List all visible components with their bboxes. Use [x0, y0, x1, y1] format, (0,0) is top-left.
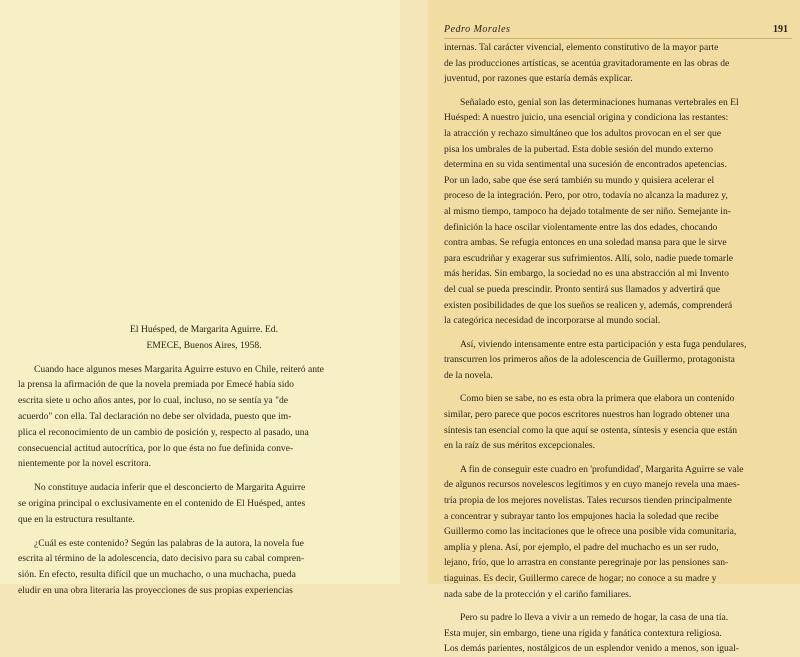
text-line: tiaguinas. Es decir, Guillermo carece de hogar; no conoce a su madre y	[444, 573, 717, 584]
left-page	[0, 0, 400, 596]
citation-line: EMECE, Buenos Aires, 1958.	[146, 339, 262, 351]
text-line: determina en su vida sentimental una sucesión de encontrados apetencias.	[444, 159, 727, 171]
page-number: 191	[773, 24, 788, 35]
text-line: del cual se pueda prescindir. Pronto sentirá sus llamados y advertirá que	[444, 283, 721, 295]
text-line: a concentrar y subrayar tanto los empujones hacia la soledad que recibe	[444, 510, 719, 522]
text-line: No constituye audacia inferir que el desconcierto de Margarita Aguirre	[34, 482, 306, 494]
text-line: de algunos recursos novelescos legítimos y en cuyo manejo revela una maes-	[444, 479, 740, 491]
text-line: Guillermo como las incitaciones que le ofrece una posible vida comunitaria,	[444, 526, 737, 538]
text-line: definición la hace oscilar violentamente entre las dos edades, chocando	[444, 221, 718, 233]
text-line: para escudriñar y exagerar sus sufrimientos. Allí, solo, nadie puede tomarle	[444, 252, 734, 264]
text-line: Así, viviendo intensamente entre esta participación y esta fuga pendulares,	[460, 338, 747, 350]
text-line: la categórica necesidad de incorporarse al mundo social.	[444, 315, 661, 327]
text-line: Esta mujer, sin embargo, tiene una rígida y fanática contextura religiosa.	[444, 627, 722, 639]
text-line: Cuando hace algunos meses Margarita Aguirre estuvo en Chile, reiteró ante	[34, 363, 324, 375]
text-line: similar, pero parece que pocos escritores nuestros han logrado obtener una	[444, 409, 730, 421]
text-line: escrita siete u ocho años antes, por lo cual, incluso, no se sentía ya "de	[18, 395, 289, 407]
text-line: Señalado esto, genial son las determinaciones humanas vertebrales en El	[460, 96, 739, 108]
text-line: Pero su padre lo lleva a vivir a un remedo de hogar, la casa de una tía.	[460, 612, 729, 624]
text-line: Como bien se sabe, no es esta obra la primera que elabora un contenido	[460, 393, 735, 405]
text-line: consecuencial actitud autocrítica, por lo que ésta no fue definida conve-	[18, 442, 294, 454]
text-line: internas. Tal carácter vivencial, elemento constitutivo de la mayor parte	[444, 42, 719, 53]
text-line: Huésped: A nuestro juicio, una esencial origina y condiciona las restantes:	[444, 112, 729, 124]
text-line: escrita al término de la adolescencia, dato decisivo para su cabal compren-	[18, 553, 305, 565]
text-line: la atracción y rechazo simultáneo que los adultos provocan en el ser que	[444, 127, 722, 139]
text-line: nientemente por la novel escritora.	[18, 458, 151, 470]
text-line: eludir en una obra literaria las proyecciones de sus propias experiencias	[18, 584, 293, 596]
right-page	[428, 0, 800, 655]
text-line: en la raíz de sus méritos excepcionales.	[444, 440, 596, 452]
text-line: juventud, por razones que estaría demás explicar.	[444, 73, 633, 85]
text-line: tría propia de los mejores novelistas. Tales recursos tienden principalmente	[444, 495, 732, 507]
text-line: Los demás parientes, nostálgicos de un esplendor venido a menos, son igual-	[444, 643, 739, 655]
header-rule	[444, 38, 792, 39]
citation-line: El Huésped, de Margarita Aguirre. Ed.	[130, 324, 278, 335]
text-line: contra ambas. Se refugia entonces en una soledad mansa para que le sirve	[444, 237, 727, 249]
text-line: que en la estructura resultante.	[18, 513, 135, 525]
text-line: ¿Cuál es este contenido? Según las palabras de la autora, la novela fue	[34, 537, 304, 549]
text-line: existen posibilidades de que los sueños se realicen y, además, comprenderá	[444, 299, 733, 311]
running-head: Pedro Morales	[444, 24, 511, 35]
text-line: de la novela.	[444, 369, 493, 381]
left-text-block	[18, 322, 390, 599]
text-line: al mismo tiempo, tampoco ha dejado totalmente de ser niño. Semejante in-	[444, 205, 731, 217]
text-line: nada sabe de la protección y el cariño familiares.	[444, 588, 632, 600]
text-line: de las producciones artísticas, se acentúa gravitadoramente en las obras de	[444, 57, 730, 69]
text-line: transcurren los primeros años de la adolescencia de Guillermo, protagonista	[444, 354, 735, 366]
text-line: pisa los umbrales de la pubertad. Esta doble sesión del mundo externo	[444, 143, 714, 155]
text-line: lejano, frío, que lo arrastra en constante peregrinaje por las pensiones san-	[444, 557, 729, 569]
text-line: sión. En efecto, resulta difícil que un muchacho, o una muchacha, pueda	[18, 569, 296, 581]
text-line: la prensa la afirmación de que la novela premiada por Emecé había sido	[18, 379, 294, 391]
text-line: más heridas. Sin embargo, la sociedad no es una abstracción al mi Invento	[444, 268, 729, 280]
text-line: plica el reconocimiento de un cambio de posición y, respecto al pasado, una	[18, 426, 309, 438]
text-line: A fin de conseguir este cuadro en 'profundidad', Margarita Aguirre se vale	[460, 463, 744, 475]
text-line: se origina principal o exclusivamente en el contenido de El Huésped, antes	[18, 497, 306, 509]
text-line: acuerdo" con ella. Tal declaración no debe ser olvidada, puesto que im-	[18, 410, 292, 422]
text-line: amplia y plena. Así, por ejemplo, el padre del muchacho es un ser rudo,	[444, 541, 719, 553]
right-text-block	[444, 40, 794, 657]
text-line: proceso de la integración. Pero, por otro, todavía no alcanza la madurez y,	[444, 190, 728, 202]
text-line: síntesis tan esencial como la que aquí se ostenta, síntesis y esencia que están	[444, 424, 738, 436]
text-line: Por un lado, sabe que ése será también su mundo y quisiera acelerar el	[444, 174, 715, 186]
